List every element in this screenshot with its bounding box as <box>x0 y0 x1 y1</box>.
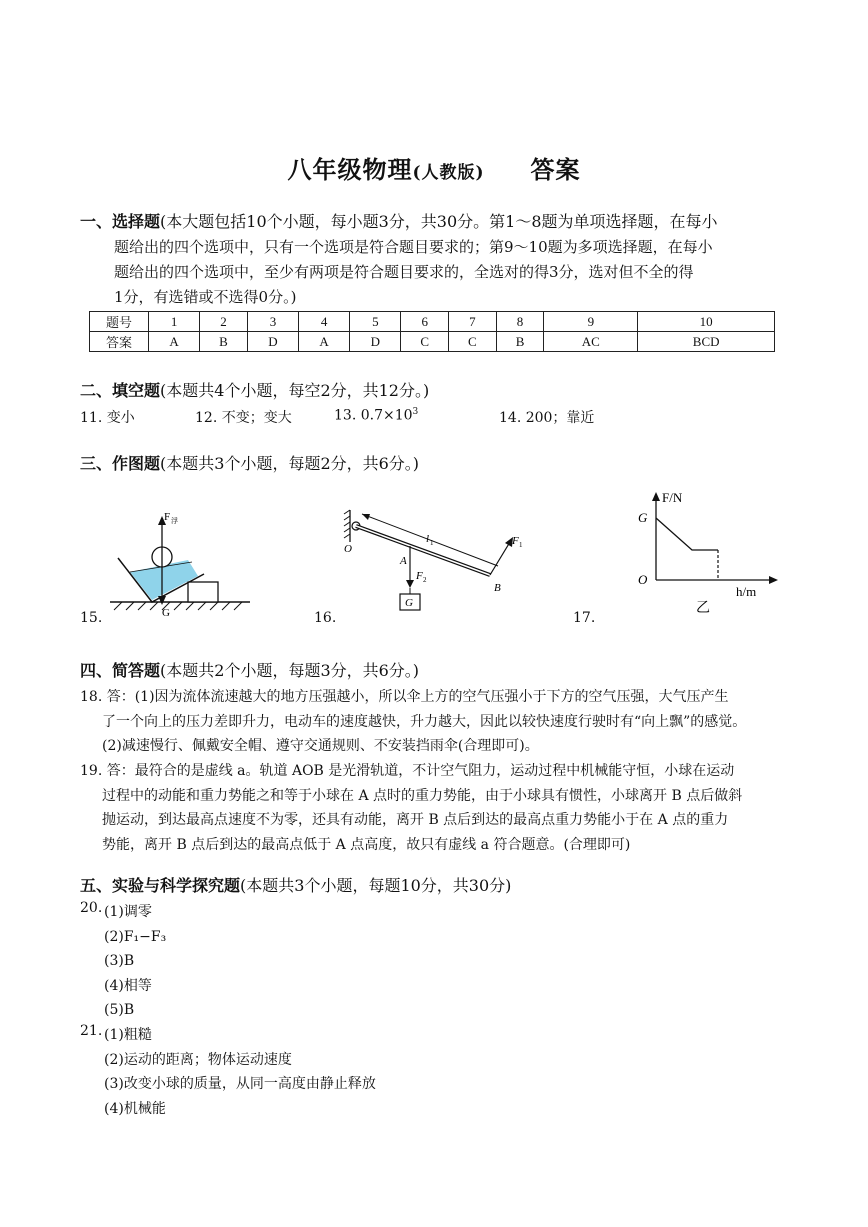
table-cell: 2 <box>200 312 248 332</box>
figure-16-arm-label: l <box>426 533 430 545</box>
table-cell: 8 <box>496 312 544 332</box>
title-edition: (人教版) <box>412 163 485 183</box>
list-item: (1)调零 <box>104 904 152 920</box>
table-cell: 7 <box>449 312 497 332</box>
section-5-note: (本题共3个小题，每题10分，共30分) <box>240 876 512 895</box>
table-cell: 5 <box>350 312 401 332</box>
figure-15-number: 15. <box>80 610 103 626</box>
fill-answer-11: 11. 变小 <box>80 410 135 426</box>
figure-16-number: 16. <box>314 610 337 626</box>
answer-18-line: 了一个向上的压力差即升力，电动车的速度越快，升力越大，因此以较快速度行驶时有“向上飘”的感觉。 <box>102 713 747 730</box>
list-item: (3)B <box>104 953 135 969</box>
figure-17-origin-label: O <box>638 572 648 587</box>
section-5-title: 五、实验与科学探究题 <box>80 876 241 895</box>
table-cell: B <box>200 332 248 352</box>
section-1-line: 1分，有选错或不选得0分。) <box>114 288 297 306</box>
table-cell: 3 <box>247 312 298 332</box>
answer-20-number: 20. <box>80 900 103 916</box>
answer-18-line: (2)减速慢行、佩戴安全帽、遵守交通规则、不安装挡雨伞(合理即可)。 <box>102 738 539 754</box>
section-3-note: (本题共3个小题，每题2分，共6分。) <box>160 454 420 473</box>
figure-16-lever-diagram <box>340 500 540 620</box>
figure-16-arm-subscript: 1 <box>430 539 434 547</box>
figure-16-f1-label: F <box>512 535 519 547</box>
figure-17-number: 17. <box>573 610 596 626</box>
section-1-title: 一、选择题 <box>80 212 161 231</box>
figure-17-force-height-graph <box>630 488 790 614</box>
list-item: (2)F₁−F₃ <box>104 928 167 945</box>
list-item: (1)粗糙 <box>104 1027 152 1043</box>
section-2-title: 二、填空题 <box>80 381 161 400</box>
answer-19-line: 19. 答：最符合的是虚线 a。轨道 AOB 是光滑轨道，不计空气阻力，运动过程中机械能守恒，小球在运动 <box>80 763 735 779</box>
figure-16-f2-label: F <box>416 570 423 582</box>
answer-19-line: 势能，离开 B 点后到达的最高点低于 A 点高度，故只有虚线 a 符合题意。(合理即可) <box>102 836 631 853</box>
title-answer: 答案 <box>530 155 581 184</box>
answer-18 <box>80 685 800 759</box>
fill-answer-14: 14. 200；靠近 <box>499 410 595 426</box>
title-main: 八年级物理 <box>287 155 413 184</box>
figure-16-f2-subscript: 2 <box>423 576 427 584</box>
list-item: (5)B <box>104 1002 135 1018</box>
list-item: (3)改变小球的质量，从同一高度由静止释放 <box>104 1076 376 1092</box>
section-3-heading <box>80 451 419 474</box>
section-1-note: (本大题包括10个小题，每小题3分，共30分。第1～8题为单项选择题，在每小 <box>160 212 718 231</box>
fill-answer-13-exponent: 3 <box>412 407 419 417</box>
section-2-note: (本题共4个小题，每空2分，共12分。) <box>160 381 430 400</box>
table-cell: C <box>401 332 449 352</box>
figure-15-gravity-label: G <box>162 607 170 619</box>
fill-answer-12: 12. 不变；变大 <box>195 410 292 426</box>
table-cell: C <box>449 332 497 352</box>
figure-16-point-b: B <box>494 582 501 594</box>
table-cell: 9 <box>544 312 638 332</box>
section-5-heading <box>80 873 511 896</box>
list-item: (2)运动的距离；物体运动速度 <box>104 1051 292 1068</box>
answer-18-line: 18. 答：(1)因为流体流速越大的地方压强越小，所以伞上方的空气压强小于下方的空气压强，大气压产生 <box>80 689 729 705</box>
answer-20 <box>104 900 166 1023</box>
table-row <box>90 332 775 352</box>
section-1-body <box>114 235 814 310</box>
figure-16-weight-label: G <box>405 597 413 609</box>
answer-19-line: 抛运动，到达最高点速度不为零，还具有动能，离开 B 点后到达的最高点重力势能小于在 A 点的重力 <box>102 812 729 828</box>
table-cell: 6 <box>401 312 449 332</box>
table-header-label: 答案 <box>90 332 149 352</box>
section-3-title: 三、作图题 <box>80 454 161 473</box>
table-cell: 4 <box>299 312 350 332</box>
table-cell: A <box>149 332 200 352</box>
section-2-heading <box>80 378 429 401</box>
fill-answer-13-text: 13. 0.7×10 <box>334 407 413 424</box>
fill-answer-13 <box>334 407 418 424</box>
section-1-line: 题给出的四个选项中，至少有两项是符合题目要求的，全选对的得3分，选对但不全的得 <box>114 263 694 281</box>
list-item: (4)相等 <box>104 977 152 994</box>
figure-16-pivot-label: O <box>344 543 352 555</box>
figure-17-g-label: G <box>638 510 648 525</box>
figure-17-x-axis-label: h/m <box>736 584 757 599</box>
answer-21 <box>104 1023 376 1121</box>
page-title <box>0 150 868 185</box>
answer-table <box>89 311 775 352</box>
table-cell: AC <box>544 332 638 352</box>
section-1-line: 题给出的四个选项中，只有一个选项是符合题目要求的；第9～10题为多项选择题，在每小 <box>114 238 713 256</box>
table-cell: 10 <box>638 312 775 332</box>
figure-15-force-label: F <box>164 511 171 523</box>
answer-19-line: 过程中的动能和重力势能之和等于小球在 A 点时的重力势能，由于小球具有惯性，小球离开 B 点后做斜 <box>102 787 743 804</box>
section-1-heading <box>80 209 800 232</box>
answer-21-number: 21. <box>80 1023 103 1039</box>
figure-16-f1-subscript: 1 <box>519 541 523 549</box>
table-cell: A <box>299 332 350 352</box>
figure-15-buoyancy-diagram <box>100 500 260 620</box>
table-header-label: 题号 <box>90 312 149 332</box>
figure-16-point-a: A <box>400 555 407 567</box>
section-4-heading <box>80 658 419 681</box>
table-row <box>90 312 775 332</box>
list-item: (4)机械能 <box>104 1100 166 1117</box>
figure-17-y-axis-label: F/N <box>662 490 683 505</box>
section-4-title: 四、简答题 <box>80 661 161 680</box>
table-cell: D <box>350 332 401 352</box>
figure-15-force-subscript: 浮 <box>171 517 178 525</box>
table-cell: 1 <box>149 312 200 332</box>
table-cell: D <box>247 332 298 352</box>
table-cell: BCD <box>638 332 775 352</box>
figure-17-caption: 乙 <box>696 601 710 614</box>
table-cell: B <box>496 332 544 352</box>
section-4-note: (本题共2个小题，每题3分，共6分。) <box>160 661 420 680</box>
answer-19 <box>80 759 800 857</box>
